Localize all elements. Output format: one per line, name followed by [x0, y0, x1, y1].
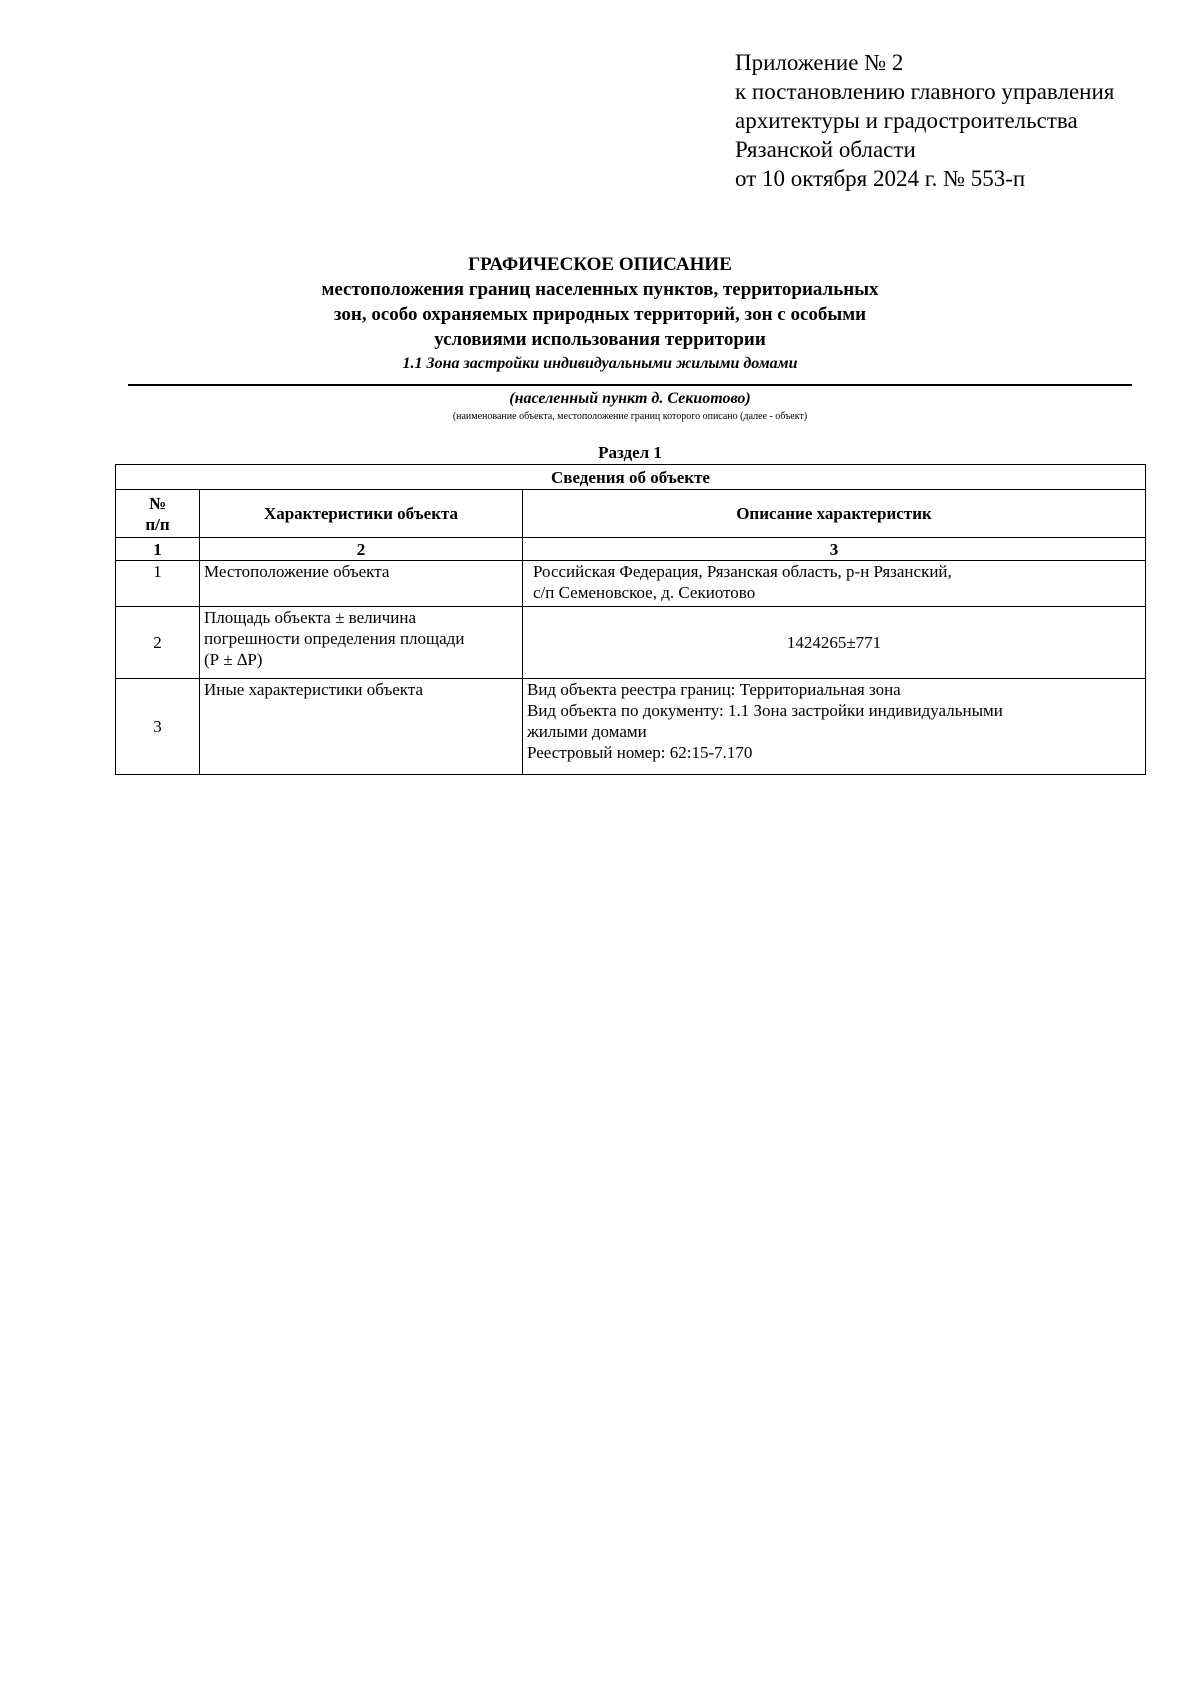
- row-characteristic: Местоположение объекта: [200, 561, 523, 607]
- row-description: 1424265±771: [523, 607, 1146, 679]
- document-title: [100, 252, 1100, 374]
- appendix-line: от 10 октября 2024 г. № 553-п: [735, 166, 1026, 191]
- table-row: [116, 561, 1146, 607]
- object-place: (населенный пункт д. Секиотово): [509, 390, 751, 407]
- object-info-table: [115, 464, 1146, 775]
- row-characteristic: Иные характеристики объекта: [200, 679, 523, 775]
- description-line: Вид объекта реестра границ: Территориальная зона: [527, 680, 901, 699]
- row-number: 1: [116, 561, 200, 607]
- header-cell-characteristic: Характеристики объекта: [200, 490, 523, 538]
- table-row: [116, 607, 1146, 679]
- column-numbers-row: [116, 538, 1146, 561]
- appendix-line: архитектуры и градостроительства: [735, 108, 1078, 133]
- appendix-line: к постановлению главного управления: [735, 79, 1115, 104]
- row-description: [523, 679, 1146, 775]
- title-divider: [128, 384, 1132, 386]
- row-description: [523, 561, 1146, 607]
- title-sub-line: зон, особо охраняемых природных территорий, зон с особыми: [333, 304, 867, 325]
- title-main: ГРАФИЧЕСКОЕ ОПИСАНИЕ: [468, 254, 732, 275]
- characteristic-line: погрешности определения площади: [204, 629, 465, 648]
- row-number: 2: [116, 607, 200, 679]
- object-note: (наименование объекта, местоположение границ которого описано (далее - объект): [452, 411, 808, 422]
- description-line: жилыми домами: [527, 722, 647, 741]
- zone-name: 1.1 Зона застройки индивидуальными жилыми домами: [402, 355, 798, 372]
- characteristic-line: (Р ± ∆Р): [204, 650, 263, 669]
- table-row: [116, 679, 1146, 775]
- table-header-row: [116, 490, 1146, 538]
- title-sub-line: местоположения границ населенных пунктов, территориальных: [321, 279, 879, 300]
- description-line: Реестровый номер: 62:15-7.170: [527, 743, 753, 762]
- description-line: с/п Семеновское, д. Секиотово: [533, 583, 756, 602]
- row-number: 3: [116, 679, 200, 775]
- description-line: Российская Федерация, Рязанская область, р-н Рязанский,: [533, 562, 952, 581]
- row-characteristic: [200, 607, 523, 679]
- header-cell-description: Описание характеристик: [523, 490, 1146, 538]
- description-line: Вид объекта по документу: 1.1 Зона застройки индивидуальными: [527, 701, 1003, 720]
- appendix-line: Приложение № 2: [735, 50, 904, 75]
- header-cell-number: № п/п: [116, 490, 200, 538]
- section-title: Раздел 1: [598, 443, 662, 462]
- appendix-header: [735, 48, 1175, 193]
- column-number: 2: [200, 538, 523, 561]
- column-number: 1: [116, 538, 200, 561]
- title-sub-line: условиями использования территории: [434, 329, 766, 350]
- characteristic-line: Площадь объекта ± величина: [204, 608, 417, 627]
- table-caption: Сведения об объекте: [116, 465, 1146, 490]
- column-number: 3: [523, 538, 1146, 561]
- appendix-line: Рязанской области: [735, 137, 916, 162]
